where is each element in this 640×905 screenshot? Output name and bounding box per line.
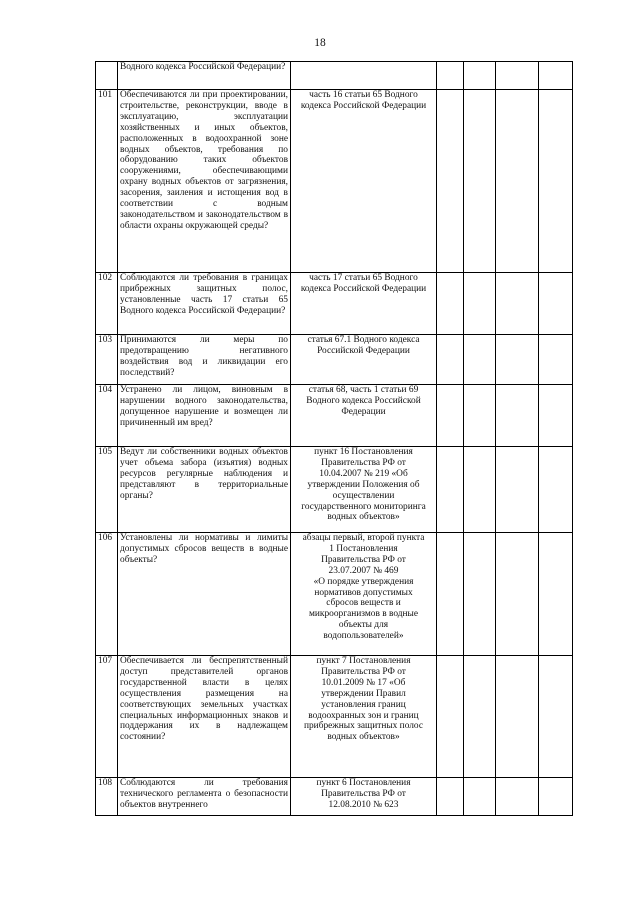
answer-cell xyxy=(464,335,496,385)
question-cell: Устранено ли лицом, виновным в нарушении водного законодательства, допущенное нарушение и возмещен ли причиненный им вред? xyxy=(118,385,291,447)
answer-cell xyxy=(539,778,573,816)
answer-cell xyxy=(437,533,464,656)
answer-cell xyxy=(464,273,496,335)
question-cell: Соблюдаются ли требования в границах прибрежных защитных полос, установленные часть 17 статьи 65 Водного кодекса Российской Федерации? xyxy=(118,273,291,335)
question-cell: Водного кодекса Российской Федерации? xyxy=(118,62,291,90)
reference-cell: пункт 16 Постановления Правительства РФ от 10.04.2007 № 219 «Об утверждении Положения об осуществлении государственного мониторинга водных объектов» xyxy=(291,447,437,533)
answer-cell xyxy=(496,335,539,385)
table-row xyxy=(96,335,573,385)
answer-cell xyxy=(437,447,464,533)
answer-cell xyxy=(539,273,573,335)
answer-cell xyxy=(496,385,539,447)
answer-cell xyxy=(539,335,573,385)
row-number: 103 xyxy=(96,335,118,385)
table-row xyxy=(96,778,573,816)
row-number: 108 xyxy=(96,778,118,816)
question-cell: Ведут ли собственники водных объектов учет объема забора (изъятия) водных ресурсов регулярные наблюдения и представляют в территориальные органы? xyxy=(118,447,291,533)
answer-cell xyxy=(496,656,539,778)
table-row xyxy=(96,447,573,533)
answer-cell xyxy=(496,62,539,90)
answer-cell xyxy=(539,447,573,533)
table-row xyxy=(96,90,573,273)
answer-cell xyxy=(464,62,496,90)
table-row xyxy=(96,273,573,335)
answer-cell xyxy=(437,385,464,447)
answer-cell xyxy=(437,62,464,90)
answer-cell xyxy=(437,778,464,816)
reference-cell: часть 17 статьи 65 Водного кодекса Российской Федерации xyxy=(291,273,437,335)
row-number: 102 xyxy=(96,273,118,335)
answer-cell xyxy=(464,656,496,778)
answer-cell xyxy=(539,533,573,656)
answer-cell xyxy=(539,385,573,447)
answer-cell xyxy=(464,90,496,273)
answer-cell xyxy=(437,273,464,335)
question-cell: Установлены ли нормативы и лимиты допустимых сбросов веществ в водные объекты? xyxy=(118,533,291,656)
answer-cell xyxy=(464,385,496,447)
table-row xyxy=(96,533,573,656)
answer-cell xyxy=(464,533,496,656)
answer-cell xyxy=(496,778,539,816)
question-cell: Принимаются ли меры по предотвращению негативного воздействия вод и ликвидации его последствий? xyxy=(118,335,291,385)
answer-cell xyxy=(496,273,539,335)
row-number xyxy=(96,62,118,90)
question-cell: Соблюдаются ли требования технического регламента о безопасности объектов внутреннего xyxy=(118,778,291,816)
answer-cell xyxy=(496,533,539,656)
row-number: 101 xyxy=(96,90,118,273)
reference-cell: статья 68, часть 1 статьи 69 Водного кодекса Российской Федерации xyxy=(291,385,437,447)
answer-cell xyxy=(539,90,573,273)
reference-cell: абзацы первый, второй пункта 1 Постановления Правительства РФ от 23.07.2007 № 469 «О порядке утверждения нормативов допустимых сбросов веществ и микроорганизмов в водные объекты для водопользователей» xyxy=(291,533,437,656)
answer-cell xyxy=(464,778,496,816)
answer-cell xyxy=(539,656,573,778)
reference-cell: часть 16 статьи 65 Водного кодекса Российской Федерации xyxy=(291,90,437,273)
row-number: 106 xyxy=(96,533,118,656)
table-row xyxy=(96,656,573,778)
reference-cell: пункт 7 Постановления Правительства РФ от 10.01.2009 № 17 «Об утверждении Правил установления границ водоохранных зон и границ прибрежных защитных полос водных объектов» xyxy=(291,656,437,778)
table-row xyxy=(96,62,573,90)
reference-cell: статья 67.1 Водного кодекса Российской Федерации xyxy=(291,335,437,385)
page-number: 18 xyxy=(314,37,326,49)
reference-cell xyxy=(291,62,437,90)
table-row xyxy=(96,385,573,447)
reference-cell: пункт 6 Постановления Правительства РФ от 12.08.2010 № 623 xyxy=(291,778,437,816)
answer-cell xyxy=(464,447,496,533)
row-number: 105 xyxy=(96,447,118,533)
answer-cell xyxy=(496,90,539,273)
row-number: 107 xyxy=(96,656,118,778)
answer-cell xyxy=(539,62,573,90)
row-number: 104 xyxy=(96,385,118,447)
question-cell: Обеспечивается ли беспрепятственный доступ представителей органов государственной власти в целях осуществления размещения на соответствующих земельных участках специальных информационных знаков и поддержания их в надлежащем состоянии? xyxy=(118,656,291,778)
answer-cell xyxy=(437,335,464,385)
checklist-table xyxy=(95,61,573,816)
answer-cell xyxy=(437,90,464,273)
answer-cell xyxy=(496,447,539,533)
question-cell: Обеспечиваются ли при проектировании, строительстве, реконструкции, вводе в эксплуатацию, эксплуатации хозяйственных и иных объектов, расположенных в водоохранной зоне водных объектов, требования по оборудованию таких объектов сооружениями, обеспечивающими охрану водных объектов от загрязнения, засорения, заиления и истощения вод в соответствии с водным законодательством и законодательством в области охраны окружающей среды? xyxy=(118,90,291,273)
answer-cell xyxy=(437,656,464,778)
